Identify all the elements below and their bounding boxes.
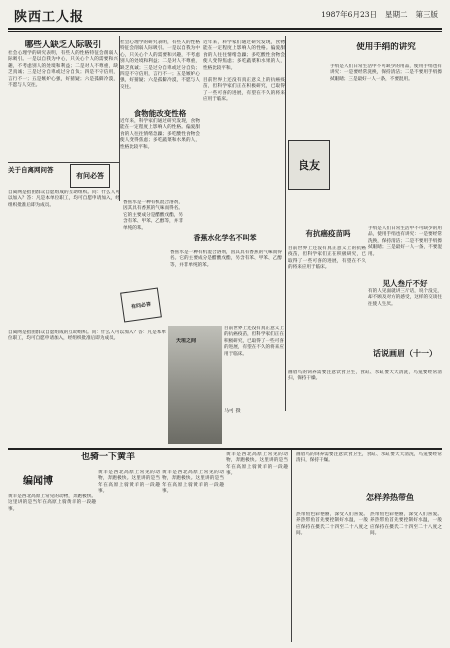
article-interpersonal [8,40,118,160]
article-body: 目前世界上还没有真正意义上的抗癌疫苗，但科学家们正在积极研究，已取得了一些可喜的进展，有望在不久的将来应用于临床。 [203,78,285,103]
column-stamp-small: 有问必答 [120,288,162,323]
article-personality-text [120,40,200,110]
article-title: 食物能改变性格 [133,109,187,118]
article-antelope-col3 [162,470,224,642]
masthead-info [321,9,438,20]
issue-date: 1987年6月23日 [321,10,377,19]
masthead-rule [8,28,442,30]
article-banana-water [170,250,282,320]
article-body: 热带鱼色彩艳丽，深受人们喜爱。养热带鱼首先要控制好水温，一般应保持在摄氏二十四至二十八度之间。 [296,512,368,537]
article-title: 有抗癌疫苗吗 [305,229,351,238]
article-body: 画眉鸟的饲养需要注意饮食卫生，食缸、水缸要天天清洗，鸟笼要经常清扫，保持干燥。 [296,452,442,464]
article-antelope-col1 [8,494,96,642]
article-talk [368,278,442,348]
article-handkerchief-cont [368,226,442,276]
article-qa-header [8,166,68,184]
article-body: 香蕉水是一种有机混合溶剂，因其具有香蕉的气味而得名。它的主要成分是醋酸戊酯，另含有苯、甲苯、乙醇等，并非单纯的苯。 [123,200,183,231]
article-fish-col1 [296,512,368,642]
article-body: 香蕉水是一种有机混合溶剂，因其具有香蕉的气味而得名。它的主要成分是醋酸戊酯，另含有苯、甲苯、乙醇等，并非单纯的苯。 [170,250,282,268]
section-divider [8,448,442,450]
divider [119,36,120,201]
article-body: 黄羊是西北高原上常见的动物，奔跑极快。这里讲的是当年在高原上骑黄羊的一段趣事。 [162,470,224,495]
article-banana-water-header [170,232,280,248]
article-body: 画眉鸟的饲养需要注意饮食卫生，食缸、水缸要天天清洗，鸟笼要经常清扫，保持干燥。 [288,370,442,382]
article-body: 手绢是人们日常生活中不可缺少的用品，使用手绢也有讲究：一是要经常洗换，保持清洁；二是不要用手绢擦拭眼睛；三是最好一人一条，不要混用。 [330,64,442,82]
article-title: 香蕉水化学名不叫苯 [193,233,257,242]
article-antelope-col4 [226,452,288,642]
article-title: 使用手绢的讲究 [356,42,416,52]
article-middle-right [224,326,284,406]
article-vaccine-header [288,228,368,244]
divider [291,450,292,642]
article-title: 怎样养热带鱼 [366,492,414,502]
article-body: 黄羊是西北高原上常见的动物，奔跑极快。这里讲的是当年在高原上骑黄羊的一段趣事。 [98,470,160,495]
article-body: 黄羊是西北高原上常见的动物，奔跑极快。这里讲的是当年在高原上骑黄羊的一段趣事。 [226,452,288,477]
column-stamp-qa: 有问必答 [70,164,110,188]
article-column3-text [203,40,285,200]
article-body: 手绢是人们日常生活中不可缺少的用品，使用手绢也有讲究：一是要经常洗换，保持清洁；二是不要用手绢擦拭眼睛；三是最好一人一条，不要混用。 [368,226,442,257]
photo-caption: 天垣之间 [176,338,196,344]
article-food [120,108,200,198]
article-fish-intro [296,452,442,488]
article-body: 自离网是指由群众自愿组成的互助组织。问：什么人可以加入？答：凡是本单位职工，均可自愿申请加入，经组织批准后即为成员。 [8,330,166,342]
divider [8,162,120,163]
issue-weekday: 星期二 [385,10,408,19]
column-stamp-essay: 编闻博 [23,475,53,487]
article-handkerchief-header [330,42,442,64]
article-body: 近年来，科学家们通过研究发现，食物能在一定程度上影响人的性格。偏爱甜食的人往往情绪急躁；多吃酸性食物会使人变得焦虑；多吃蔬菜和水果的人，性格比较平和。 [203,40,285,71]
article-fish-col2 [370,512,442,642]
article-antelope-col2 [98,470,160,642]
article-body: 有的人见面就讲三斤话，说个没完，却不顾及对方的感受，这样的交谈往往使人生厌。 [368,289,442,307]
article-middle-left [8,330,166,445]
article-body: 目前世界上还没有真正意义上的抗癌疫苗，但科学家们正在积极研究，已取得了一些可喜的进展，有望在不久的将来应用于临床。 [224,326,284,357]
article-body: 自离网是指由群众自愿组成的互助组织。问：什么人可以加入？答：凡是本单位职工，均可自愿申请加入，经组织批准后即为成员。 [8,190,120,208]
column-stamp-friend: 良友 [288,140,330,190]
article-fish-header [340,492,440,508]
article-title: 见人叁斤不好 [382,279,428,288]
divider [285,36,286,411]
issue-page: 第三版 [415,10,438,19]
article-antelope-header [58,452,158,468]
article-qa [8,190,120,325]
article-body: 社会心理学的研究表明，有些人的性格特征会削弱人际吸引。一是以自我为中心，只关心个人的需要和兴趣，不考虑别人的处境和利益；二是对人不尊重，缺乏真诚；三是过分自卑或过分自负；四是不守信用，言行不一；五是嫉妒心强，好猜疑；六是孤僻冷漠，不愿与人交往。 [8,51,118,89]
masthead-rule-thin [8,31,442,32]
article-body: 黄羊是西北高原上常见的动物，奔跑极快。这里讲的是当年在高原上骑黄羊的一段趣事。 [8,494,96,512]
article-title: 也骑一下黄羊 [80,452,135,462]
article-title: 关于自离网问答 [8,166,54,174]
article-title: 哪些人缺乏人际吸引 [24,40,102,50]
article-body: 近年来，科学家们通过研究发现，食物能在一定程度上影响人的性格。偏爱甜食的人往往情绪急躁；多吃酸性食物会使人变得焦虑；多吃蔬菜和水果的人，性格比较平和。 [120,119,200,150]
article-handkerchief [330,64,442,224]
article-body: 目前世界上还没有真正意义上的抗癌疫苗，但科学家们正在积极研究，已取得了一些可喜的进展，有望在不久的将来应用于临床。 [288,246,366,271]
article-thrush-header [368,348,442,368]
article-thrush [288,370,442,445]
article-body: 热带鱼色彩艳丽，深受人们喜爱。养热带鱼首先要控制好水温，一般应保持在摄氏二十四至二十八度之间。 [370,512,442,537]
newspaper-logo: 陕西工人报 [14,10,85,25]
article-body: 社会心理学的研究表明，有些人的性格特征会削弱人际吸引。一是以自我为中心，只关心个人的需要和兴趣，不考虑别人的处境和利益；二是对人不尊重，缺乏真诚；三是过分自卑或过分自负；四是不守信用，言行不一；五是嫉妒心强，好猜疑；六是孤僻冷漠，不愿与人交往。 [120,40,200,90]
article-title: 话说画眉（十一） [373,348,437,358]
photo-credit: 马可 摄 [224,408,241,414]
